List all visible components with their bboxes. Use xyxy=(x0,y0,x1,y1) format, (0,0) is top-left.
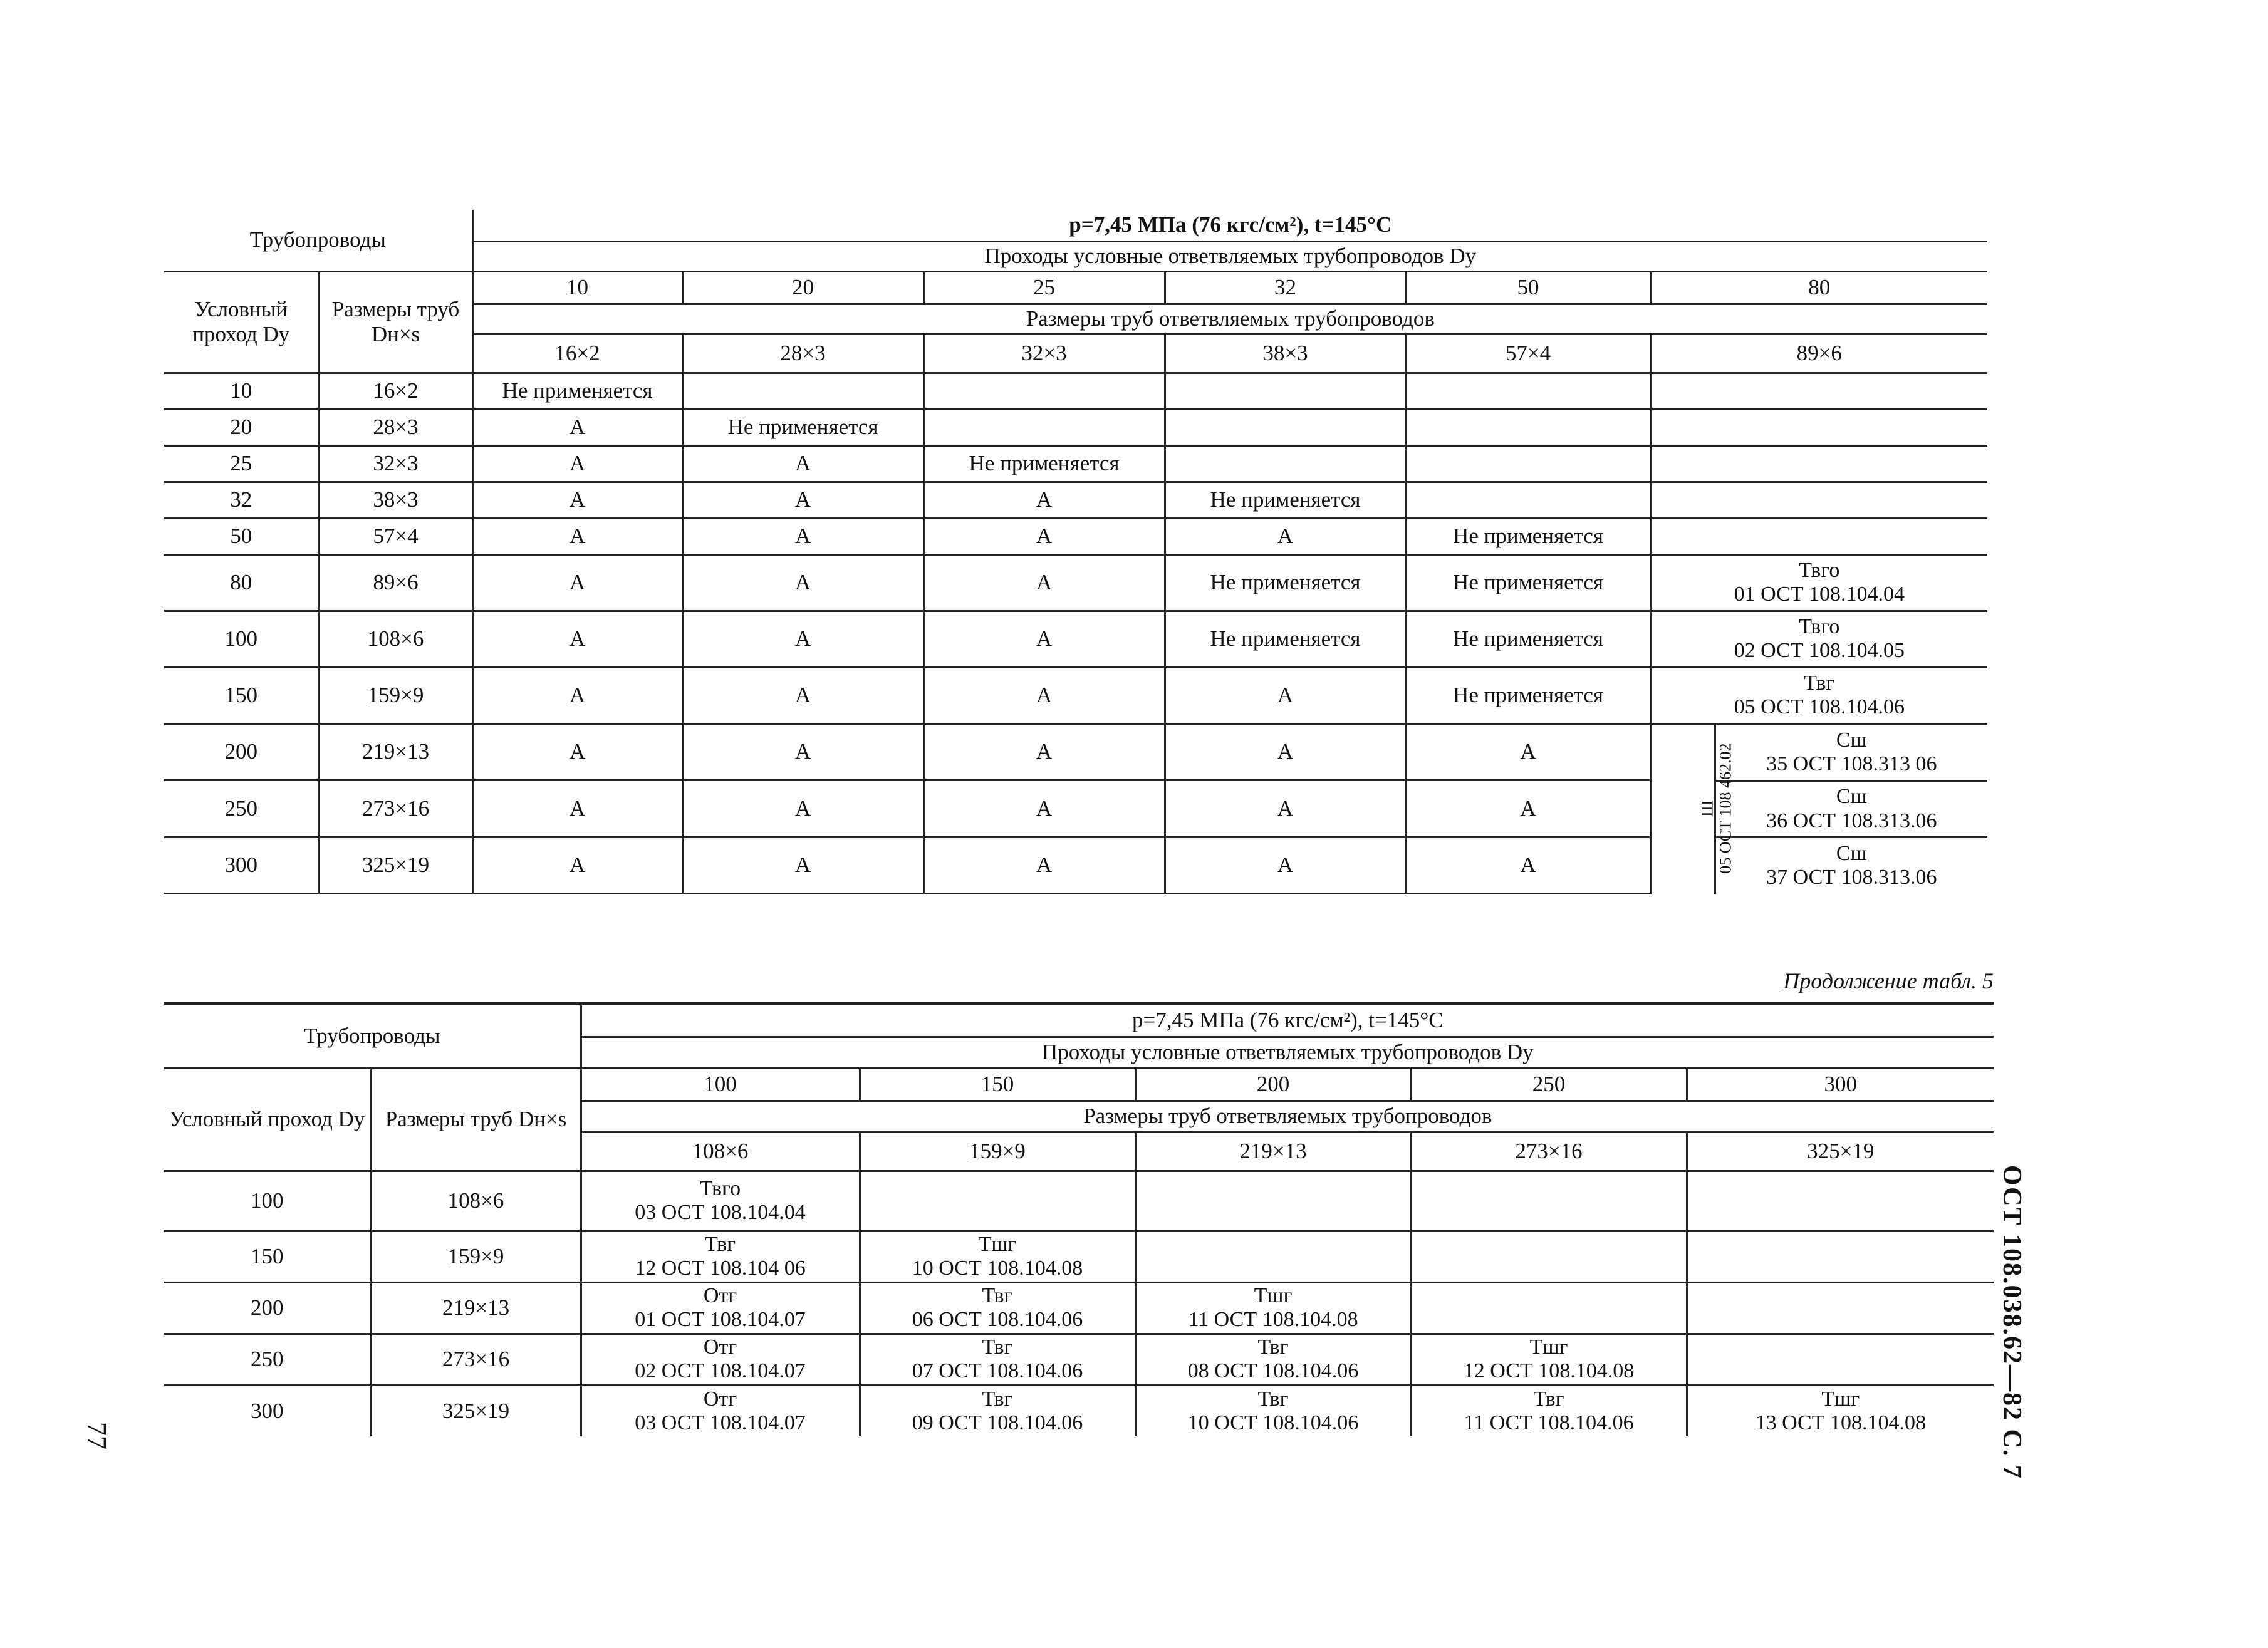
split-inner-table xyxy=(1652,725,1988,894)
row-cell xyxy=(1135,1385,1411,1436)
row-cell xyxy=(1650,445,1987,482)
pipe-table-1 xyxy=(164,210,1987,894)
col-size-header: Размеры труб Dн×s xyxy=(371,1068,581,1171)
split-cell xyxy=(1650,723,1987,894)
row-dy: 300 xyxy=(164,837,319,894)
row-dy: 150 xyxy=(164,667,319,723)
cell-code: Сш xyxy=(1836,785,1867,809)
table-row xyxy=(164,723,1987,780)
row-cell xyxy=(1411,1334,1687,1385)
row-cell: А xyxy=(682,554,923,611)
row-size: 273×16 xyxy=(371,1334,581,1385)
table-row xyxy=(164,611,1987,667)
branch-dy: 300 xyxy=(1687,1068,1994,1101)
row-cell xyxy=(860,1282,1135,1334)
row-cell: А xyxy=(923,554,1165,611)
cell-standard: 12 ОСТ 108.104.08 xyxy=(1463,1359,1635,1382)
cell-standard: 36 ОСТ 108.313.06 xyxy=(1766,809,1937,832)
pressure-header: p=7,45 МПа (76 кгс/см²), t=145°C xyxy=(581,1005,1994,1037)
branch-dy: 50 xyxy=(1406,271,1650,304)
row-cell: А xyxy=(682,445,923,482)
branch-size: 28×3 xyxy=(682,334,923,373)
branch-size: 159×9 xyxy=(860,1132,1135,1171)
branch-size: 57×4 xyxy=(1406,334,1650,373)
row-dy: 25 xyxy=(164,445,319,482)
row-size: 57×4 xyxy=(319,518,472,554)
row-cell: А xyxy=(923,518,1165,554)
row-cell xyxy=(860,1231,1135,1282)
row-cell xyxy=(923,373,1165,409)
table-row xyxy=(164,1385,1994,1436)
row-cell xyxy=(581,1334,860,1385)
row-cell xyxy=(923,409,1165,445)
row-cell: А xyxy=(682,518,923,554)
row-cell: А xyxy=(682,482,923,518)
row-cell: А xyxy=(682,837,923,894)
cell-standard: 03 ОСТ 108.104.04 xyxy=(635,1201,806,1224)
row-dy: 100 xyxy=(164,611,319,667)
table-2-top-rule xyxy=(164,1002,1994,1005)
row-cell xyxy=(1687,1282,1994,1334)
table-row xyxy=(164,445,1987,482)
row-cell: А xyxy=(682,611,923,667)
cell-code: Твг xyxy=(982,1283,1013,1307)
cell-code: Сш xyxy=(1836,842,1867,866)
row-cell xyxy=(1406,445,1650,482)
row-cell: А xyxy=(1406,837,1650,894)
branch-dy: 150 xyxy=(860,1068,1135,1101)
row-cell xyxy=(1687,1385,1994,1436)
row-cell xyxy=(1650,409,1987,445)
row-cell xyxy=(1650,554,1987,611)
row-cell xyxy=(1411,1282,1687,1334)
cell-standard: 02 ОСТ 108.104.07 xyxy=(635,1359,806,1382)
row-cell: Не применяется xyxy=(1165,482,1406,518)
row-cell: Не применяется xyxy=(1406,611,1650,667)
row-cell: Не применяется xyxy=(1165,554,1406,611)
cell-standard: 10 ОСТ 108.104.08 xyxy=(912,1257,1083,1280)
row-cell xyxy=(1715,725,1987,781)
row-cell: А xyxy=(472,554,682,611)
cell-code: Твго xyxy=(1799,614,1840,638)
row-cell xyxy=(1411,1385,1687,1436)
row-cell xyxy=(581,1282,860,1334)
table-row xyxy=(164,518,1987,554)
cell-code: Твг xyxy=(1533,1387,1564,1411)
row-cell: А xyxy=(923,780,1165,837)
row-dy: 100 xyxy=(164,1171,371,1231)
cell-standard: 11 ОСТ 108.104.08 xyxy=(1188,1308,1358,1331)
cell-code: Твг xyxy=(1804,671,1835,695)
row-size: 159×9 xyxy=(319,667,472,723)
row-cell: А xyxy=(1165,837,1406,894)
row-cell xyxy=(1165,373,1406,409)
table-row xyxy=(164,554,1987,611)
row-dy: 300 xyxy=(251,1398,284,1423)
row-cell xyxy=(1650,611,1987,667)
row-size: 219×13 xyxy=(371,1282,581,1334)
cell-standard: 08 ОСТ 108.104.06 xyxy=(1187,1359,1359,1382)
row-cell: А xyxy=(682,723,923,780)
row-cell: Не применяется xyxy=(923,445,1165,482)
branch-dy: 100 xyxy=(581,1068,860,1101)
cell-standard: 13 ОСТ 108.104.08 xyxy=(1755,1411,1926,1434)
row-cell xyxy=(1650,518,1987,554)
row-size: 325×19 xyxy=(319,837,472,894)
branch-dy: 250 xyxy=(1411,1068,1687,1101)
passes-header: Проходы условные ответвляемых трубопроводов Dу xyxy=(581,1037,1994,1068)
col-dy-header: Условный проход Dу xyxy=(164,1068,371,1171)
row-cell: Не применяется xyxy=(1406,554,1650,611)
row-cell: А xyxy=(472,445,682,482)
cell-code: Тшг xyxy=(978,1232,1017,1256)
row-cell: А xyxy=(1406,723,1650,780)
cell-code: Тшг xyxy=(1254,1283,1293,1307)
cell-standard: 09 ОСТ 108.104.06 xyxy=(912,1411,1083,1434)
cell-standard: 35 ОСТ 108.313 06 xyxy=(1766,752,1937,775)
cell-standard: 11 ОСТ 108.104.06 xyxy=(1464,1411,1634,1434)
cell-standard: 37 ОСТ 108.313.06 xyxy=(1766,866,1937,889)
row-cell: А xyxy=(472,409,682,445)
cell-code: Твго xyxy=(1799,558,1840,582)
sizes-header: Размеры труб ответвляемых трубопроводов xyxy=(472,304,1987,334)
branch-size: 219×13 xyxy=(1135,1132,1411,1171)
row-size: 159×9 xyxy=(371,1231,581,1282)
cell-standard: 01 ОСТ 108.104.04 xyxy=(1734,583,1905,606)
row-cell xyxy=(1135,1334,1411,1385)
row-size: 16×2 xyxy=(319,373,472,409)
row-dy: 10 xyxy=(164,373,319,409)
row-cell xyxy=(1135,1171,1411,1231)
row-cell xyxy=(1650,482,1987,518)
col-size-header: Размеры труб Dн×s xyxy=(319,271,472,373)
cell-standard: 12 ОСТ 108.104 06 xyxy=(635,1257,806,1280)
row-cell xyxy=(1406,482,1650,518)
branch-dy: 80 xyxy=(1650,271,1987,304)
table-2-body xyxy=(164,1171,1994,1436)
cell-standard: 07 ОСТ 108.104.06 xyxy=(912,1359,1083,1382)
branch-size: 325×19 xyxy=(1687,1132,1994,1171)
row-cell xyxy=(1715,837,1987,894)
row-cell xyxy=(1715,781,1987,837)
cell-standard: 10 ОСТ 108.104.06 xyxy=(1187,1411,1359,1434)
pipelines-header: Трубопроводы xyxy=(164,210,472,271)
row-dy: 32 xyxy=(164,482,319,518)
row-dy: 80 xyxy=(164,554,319,611)
row-cell: А xyxy=(472,667,682,723)
row-cell xyxy=(1406,409,1650,445)
branch-size: 38×3 xyxy=(1165,334,1406,373)
sh-note-cell xyxy=(1652,725,1734,894)
row-dy: 150 xyxy=(164,1231,371,1282)
table-row xyxy=(164,1171,1994,1231)
row-cell xyxy=(860,1334,1135,1385)
cell-standard: 01 ОСТ 108.104.07 xyxy=(635,1308,806,1331)
table-row xyxy=(164,482,1987,518)
table-row xyxy=(164,1231,1994,1282)
row-cell xyxy=(1135,1231,1411,1282)
row-cell: А xyxy=(1165,518,1406,554)
row-dy: 20 xyxy=(164,409,319,445)
row-dy: 250 xyxy=(164,780,319,837)
page-number: 77 xyxy=(81,1422,112,1449)
row-cell: А xyxy=(682,667,923,723)
row-cell: А xyxy=(472,482,682,518)
continuation-label: Продолжение табл. 5 xyxy=(1783,968,1994,993)
cell-code: Сш xyxy=(1836,728,1867,752)
branch-dy: 25 xyxy=(923,271,1165,304)
pipe-table-2 xyxy=(164,1005,1994,1436)
row-cell xyxy=(1687,1171,1994,1231)
table-1-body xyxy=(164,373,1987,894)
row-cell: Не применяется xyxy=(1406,667,1650,723)
row-cell xyxy=(581,1385,860,1436)
row-size: 273×16 xyxy=(319,780,472,837)
row-cell: Не применяется xyxy=(682,409,923,445)
branch-dy: 10 xyxy=(472,271,682,304)
branch-size: 32×3 xyxy=(923,334,1165,373)
row-cell xyxy=(1650,373,1987,409)
row-cell: Не применяется xyxy=(1406,518,1650,554)
row-cell xyxy=(1165,409,1406,445)
pressure-header: p=7,45 МПа (76 кгс/см²), t=145°C xyxy=(472,210,1987,241)
cell-code: Твг xyxy=(982,1387,1013,1411)
row-cell: А xyxy=(1165,780,1406,837)
cell-code: Тшг xyxy=(1529,1335,1568,1359)
branch-size: 108×6 xyxy=(581,1132,860,1171)
row-size: 108×6 xyxy=(371,1171,581,1231)
row-cell xyxy=(1135,1282,1411,1334)
row-cell: А xyxy=(923,723,1165,780)
table-row xyxy=(164,667,1987,723)
passes-header: Проходы условные ответвляемых трубопроводов Dу xyxy=(472,241,1987,271)
row-cell: А xyxy=(472,723,682,780)
row-cell xyxy=(1687,1334,1994,1385)
row-size: 108×6 xyxy=(319,611,472,667)
cell-code: Тшг xyxy=(1821,1387,1860,1411)
row-cell xyxy=(581,1231,860,1282)
cell-code: Твг xyxy=(704,1232,736,1256)
row-size: 28×3 xyxy=(319,409,472,445)
row-cell: А xyxy=(472,837,682,894)
branch-dy: 20 xyxy=(682,271,923,304)
row-cell: Не применяется xyxy=(1165,611,1406,667)
branch-size: 89×6 xyxy=(1650,334,1987,373)
row-cell xyxy=(1650,667,1987,723)
cell-code: Отг xyxy=(703,1387,737,1411)
branch-dy: 200 xyxy=(1135,1068,1411,1101)
row-size: 219×13 xyxy=(319,723,472,780)
row-cell: А xyxy=(472,518,682,554)
row-dy: 50 xyxy=(164,518,319,554)
cell-standard: 02 ОСТ 108.104.05 xyxy=(1734,639,1905,662)
row-size: 32×3 xyxy=(319,445,472,482)
row-dy: 250 xyxy=(164,1334,371,1385)
row-cell: А xyxy=(923,837,1165,894)
sizes-header: Размеры труб ответвляемых трубопроводов xyxy=(581,1101,1994,1132)
row-cell: А xyxy=(472,780,682,837)
row-size: 89×6 xyxy=(319,554,472,611)
table-row xyxy=(164,373,1987,409)
row-size: 325×19 xyxy=(371,1385,581,1436)
cell-code: Твг xyxy=(982,1335,1013,1359)
row-cell: А xyxy=(472,611,682,667)
row-cell: А xyxy=(682,780,923,837)
row-cell: А xyxy=(1406,780,1650,837)
row-cell: А xyxy=(923,667,1165,723)
cell-standard: 06 ОСТ 108.104.06 xyxy=(912,1308,1083,1331)
row-cell: А xyxy=(923,482,1165,518)
row-cell: А xyxy=(923,611,1165,667)
cell-standard: 03 ОСТ 108.104.07 xyxy=(635,1411,806,1434)
row-cell xyxy=(682,373,923,409)
branch-dy: 32 xyxy=(1165,271,1406,304)
row-dy: 200 xyxy=(164,723,319,780)
row-cell xyxy=(581,1171,860,1231)
cell-code: Твг xyxy=(1257,1335,1289,1359)
row-dy: 200 xyxy=(164,1282,371,1334)
row-cell: Не применяется xyxy=(472,373,682,409)
cell-code: Твг xyxy=(1257,1387,1289,1411)
row-cell xyxy=(1406,373,1650,409)
cell-code: Твго xyxy=(699,1176,741,1200)
sh-note: Ш 05 ОСТ 108 462.02 xyxy=(1698,743,1734,874)
row-cell: А xyxy=(1165,723,1406,780)
branch-size: 273×16 xyxy=(1411,1132,1687,1171)
col-dy-header: Условный проход Dу xyxy=(164,271,319,373)
cell-code: Отг xyxy=(703,1335,737,1359)
cell-code: Отг xyxy=(703,1283,737,1307)
table-row xyxy=(164,1282,1994,1334)
pipelines-header: Трубопроводы xyxy=(164,1005,581,1068)
row-cell: А xyxy=(1165,667,1406,723)
document-code: ОСТ 108.038.62—82 С. 7 xyxy=(1997,1165,2026,1480)
row-cell xyxy=(860,1171,1135,1231)
branch-size: 16×2 xyxy=(472,334,682,373)
row-cell xyxy=(860,1385,1135,1436)
table-row xyxy=(164,409,1987,445)
cell-standard: 05 ОСТ 108.104.06 xyxy=(1734,695,1905,718)
row-cell xyxy=(1411,1171,1687,1231)
row-size: 38×3 xyxy=(319,482,472,518)
table-row xyxy=(164,1334,1994,1385)
row-cell xyxy=(1687,1231,1994,1282)
row-cell xyxy=(1411,1231,1687,1282)
row-cell xyxy=(1165,445,1406,482)
